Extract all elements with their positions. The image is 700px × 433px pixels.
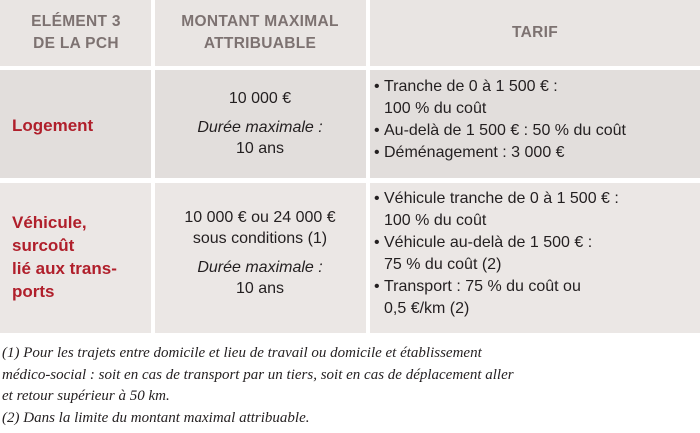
tarif-line: 75 % du coût (2) [384, 256, 502, 273]
row-label-line: surcoût [12, 236, 75, 255]
footnote-line: médico-social : soit en cas de transport par un tiers, soit en cas de déplacement aller [2, 366, 514, 383]
row-label-line: Logement [12, 116, 94, 135]
duration-label: Durée maximale : [197, 119, 323, 136]
header-montant-line-2: ATTRIBUABLE [203, 35, 317, 52]
tarif-line: • Transport : 75 % du coût ou [384, 278, 581, 295]
tarif-bullet [372, 76, 698, 120]
amount-value: sous conditions (1) [192, 230, 328, 247]
tarif-line: • Véhicule tranche de 0 à 1 500 € : [384, 190, 619, 207]
header-element-line-1: ELÉMENT 3 [31, 13, 121, 30]
footnote-line: (1) Pour les trajets entre domicile et lieu de travail ou domicile et établissement [2, 345, 482, 361]
amount-cell [154, 88, 366, 159]
header-element-line-2: DE LA PCH [33, 35, 119, 52]
header-element [0, 11, 152, 55]
header-montant [154, 11, 366, 55]
tarif-bullet [372, 188, 698, 232]
column-divider [151, 0, 155, 333]
row-label-line: ports [12, 282, 55, 301]
row-label-line: Véhicule, [12, 213, 87, 232]
tarif-line: • Tranche de 0 à 1 500 € : [384, 78, 558, 95]
row-label-logement [12, 114, 93, 137]
tarif-line: 100 % du coût [384, 212, 487, 229]
footnotes [2, 343, 698, 429]
footnote-line: (2) Dans la limite du montant maximal attribuable. [2, 409, 310, 426]
column-divider [366, 0, 370, 333]
duration-value: 10 ans [235, 140, 285, 157]
header-montant-line-1: MONTANT MAXIMAL [181, 13, 339, 30]
tarif-line: 100 % du coût [384, 100, 487, 117]
duration-value: 10 ans [235, 280, 285, 297]
row-divider [0, 179, 700, 183]
tarif-cell [372, 188, 698, 320]
tarif-bullet [372, 232, 698, 276]
row-label-vehicule [12, 211, 117, 303]
tarif-line: • Au-delà de 1 500 € : 50 % du coût [384, 122, 626, 139]
tarif-bullet [372, 120, 698, 142]
table-row [0, 69, 700, 178]
tarif-line: 0,5 €/km (2) [384, 300, 470, 317]
row-label-line: lié aux trans- [12, 259, 117, 278]
tarif-bullet [372, 276, 698, 320]
tarif-cell [372, 76, 698, 164]
table-header-row [0, 0, 700, 66]
row-divider [0, 66, 700, 70]
table-row [0, 183, 700, 333]
amount-value: 10 000 € ou 24 000 € [184, 209, 336, 226]
duration-label: Durée maximale : [197, 259, 323, 276]
tarif-bullet [372, 142, 698, 164]
header-tarif [372, 22, 698, 44]
footnote-line: et retour supérieur à 50 km. [2, 388, 170, 404]
tarif-line: • Véhicule au-delà de 1 500 € : [384, 234, 593, 251]
header-tarif-label: TARIF [512, 24, 558, 41]
amount-cell [154, 207, 366, 299]
tarif-line: • Déménagement : 3 000 € [384, 144, 565, 161]
amount-value: 10 000 € [228, 90, 292, 107]
